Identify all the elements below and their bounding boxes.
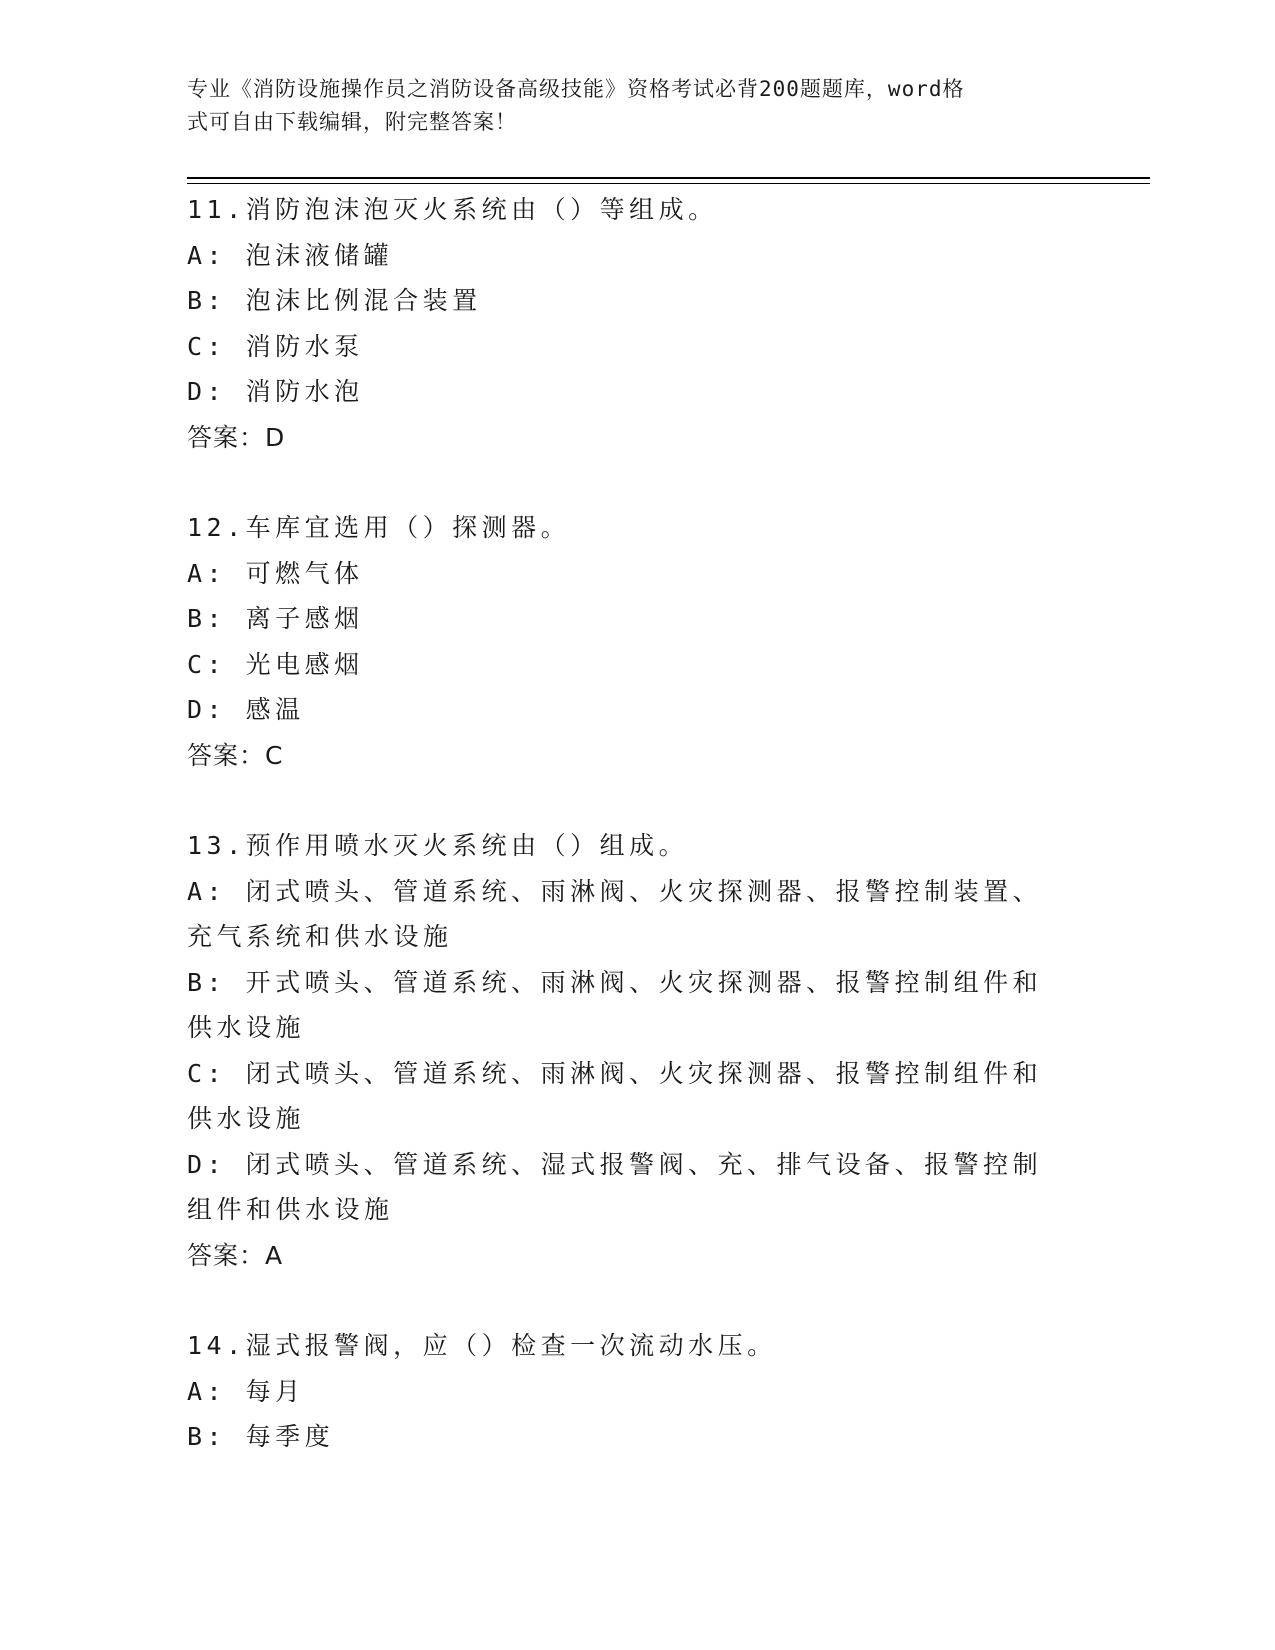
answer-label: 答案：C bbox=[187, 740, 284, 770]
option-a: A: 可燃气体 bbox=[187, 558, 364, 588]
question-list bbox=[187, 187, 1067, 1460]
option-a: A: 每月 bbox=[187, 1376, 305, 1406]
question-stem: 11.消防泡沫泡灭火系统由（）等组成。 bbox=[187, 195, 718, 224]
header-divider-thick bbox=[187, 177, 1150, 179]
question-stem: 12.车库宜选用（）探测器。 bbox=[187, 513, 571, 542]
option-b: B: 每季度 bbox=[187, 1422, 335, 1451]
question-11 bbox=[187, 187, 1067, 460]
option-d: D: 消防水泡 bbox=[187, 377, 364, 406]
answer-label: 答案：D bbox=[187, 422, 286, 452]
option-a: A: 泡沫液储罐 bbox=[187, 240, 394, 270]
header-divider-thin bbox=[187, 183, 1150, 184]
question-stem: 14.湿式报警阀，应（）检查一次流动水压。 bbox=[187, 1331, 777, 1360]
option-d: D: 闭式喷头、管道系统、湿式报警阀、充、排气设备、报警控制组件和供水设施 bbox=[187, 1149, 1043, 1224]
option-b: B: 开式喷头、管道系统、雨淋阀、火灾探测器、报警控制组件和供水设施 bbox=[187, 967, 1043, 1042]
option-d: D: 感温 bbox=[187, 695, 305, 724]
option-c: C: 光电感烟 bbox=[187, 649, 364, 679]
header-line-1: 专业《消防设施操作员之消防设备高级技能》资格考试必背200题题库，word格 bbox=[187, 77, 965, 101]
option-a: A: 闭式喷头、管道系统、雨淋阀、火灾探测器、报警控制装置、充气系统和供水设施 bbox=[187, 876, 1043, 951]
document-header bbox=[187, 73, 1067, 139]
option-b: B: 离子感烟 bbox=[187, 604, 364, 633]
option-b: B: 泡沫比例混合装置 bbox=[187, 286, 482, 315]
question-stem: 13.预作用喷水灭火系统由（）组成。 bbox=[187, 831, 689, 860]
question-12 bbox=[187, 505, 1067, 778]
option-c: C: 消防水泵 bbox=[187, 331, 364, 361]
question-14 bbox=[187, 1323, 1067, 1460]
answer-label: 答案：A bbox=[187, 1240, 284, 1270]
option-c: C: 闭式喷头、管道系统、雨淋阀、火灾探测器、报警控制组件和供水设施 bbox=[187, 1058, 1043, 1133]
header-line-2: 式可自由下载编辑，附完整答案！ bbox=[187, 110, 517, 134]
question-13 bbox=[187, 823, 1067, 1278]
